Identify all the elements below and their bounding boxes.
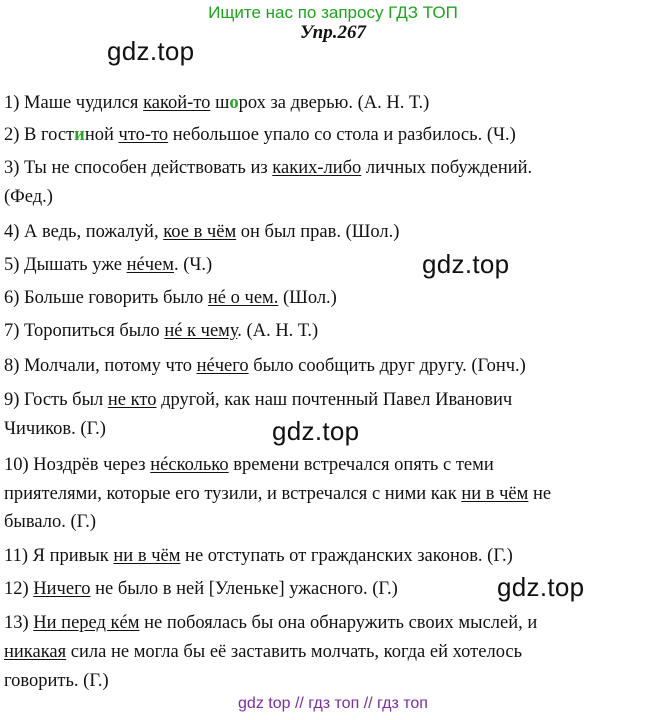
sentence-9-cont: Чичиков. (Г.) — [4, 419, 106, 439]
sentence-13: 13) Ни перед кéм не побоялась бы она обнаружить своих мыслей, и — [4, 613, 538, 633]
sentence-2: 2) В гостиной что-то небольшое упало со стола и разбилось. (Ч.) — [4, 125, 516, 145]
exercise-title: Упр.267 — [299, 22, 366, 43]
sentence-9: 9) Гость был не кто другой, как наш почтенный Павел Иванович — [4, 390, 513, 410]
sentence-3: 3) Ты не способен действовать из каких-либо личных побуждений. — [4, 158, 533, 178]
sentence-10: 10) Ноздрёв через нéсколько времени встречался опять с теми — [4, 455, 494, 475]
search-hint-link[interactable]: Ищите нас по запросу ГДЗ ТОП — [208, 3, 458, 22]
sentence-10-end: бывало. (Г.) — [4, 512, 96, 532]
sentence-6: 6) Больше говорить было нé о чем. (Шол.) — [4, 288, 337, 308]
watermark: gdz.top — [497, 572, 585, 602]
watermark: gdz.top — [422, 249, 510, 279]
watermark: gdz.top — [272, 416, 360, 446]
sentence-3-cont: (Фед.) — [4, 187, 53, 207]
sentence-10-cont: приятелями, которые его тузили, и встречался с ними как ни в чём не — [4, 484, 552, 504]
sentence-1: 1) Маше чудился какой-то шорох за дверью. (А. Н. Т.) — [4, 93, 430, 113]
sentence-4: 4) А ведь, пожалуй, кое в чём он был прав. (Шол.) — [4, 222, 400, 242]
footer-links[interactable]: gdz top // гдз топ // гдз топ — [238, 695, 428, 712]
watermark: gdz.top — [107, 36, 195, 66]
sentence-12: 12) Ничего не было в ней [Уленьке] ужасного. (Г.) — [4, 579, 398, 599]
sentence-5: 5) Дышать уже нéчем. (Ч.) — [4, 255, 213, 275]
sentence-11: 11) Я привык ни в чём не отступать от гражданских законов. (Г.) — [4, 546, 513, 566]
sentence-7: 7) Торопиться было нé к чему. (А. Н. Т.) — [4, 321, 319, 341]
sentence-13-cont: никакая сила не могла бы её заставить молчать, когда ей хотелось — [4, 642, 523, 662]
sentence-13-end: говорить. (Г.) — [4, 671, 109, 691]
sentence-8: 8) Молчали, потому что нéчего было сообщить друг другу. (Гонч.) — [4, 356, 526, 376]
